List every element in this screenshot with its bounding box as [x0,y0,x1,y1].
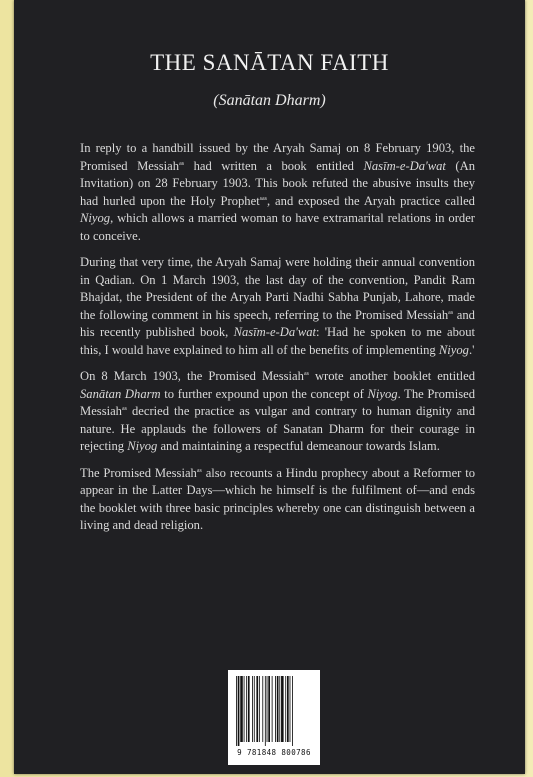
blurb-paragraph [80,465,475,535]
text-run: also recounts a Hindu prophecy about a Reformer to appear in the Latter Days—which he himself is the fulfilment of—and ends the booklet with three basic principles whereby one can distinguish between a living and dead religion. [80,465,475,532]
text-run: and his recently published book, [80,307,475,339]
isbn-barcode [228,670,320,765]
honorific-superscript: sas [259,195,268,202]
barcode-bar [240,676,243,742]
italic-term: Nasīm-e-Da'wat [233,325,317,339]
blurb-paragraph [80,140,475,245]
honorific-superscript: as [448,309,454,316]
barcode-bar [265,676,266,746]
barcode-bar [256,676,258,742]
barcode-bar [246,676,247,742]
barcode-bar [259,676,260,742]
text-run: During that very time, the Aryah Samaj were holding their annual convention in Qadian. On 1 March 1903, the last day of the convention, Pandit Ram Bhajdat, the President of the Aryah Parti Nadhi Sabha Punjab, Lahore, made the following comment in his speech, referring to the Promised Messiah [80,255,475,322]
barcode-bar [281,676,284,742]
barcode-bars [234,676,314,746]
honorific-superscript: as [196,467,202,474]
barcode-bar [287,676,289,742]
text-run: had written a book entitled [184,158,364,173]
barcode-bar [285,676,286,742]
honorific-superscript: as [179,160,185,167]
blurb-text [80,140,475,544]
italic-term: Niyog [80,211,111,225]
italic-term: Nasīm-e-Da'wat [363,158,446,173]
text-run: The Promised Messiah [80,465,197,480]
text-run: wrote another booklet entitled [308,369,475,383]
text-run: and maintaining a respectful demeanour towards Islam. [157,439,440,453]
book-subtitle [14,92,525,110]
barcode-bar [277,676,279,742]
text-run: .' [468,342,475,357]
text-run: , which allows a married woman to have extramarital relations in order to conceive. [80,211,475,243]
barcode-bar [292,676,293,746]
italic-term: Niyog [127,439,158,453]
text-run: to further expound upon the concept of [160,386,368,401]
barcode-bar [279,676,280,742]
barcode-bar [262,676,263,742]
barcode-bar [254,676,255,742]
text-run: , and exposed the Aryah practice called [267,193,475,208]
barcode-bar [248,676,250,742]
italic-term: Niyog [367,386,398,401]
book-title: THE SANĀTAN FAITH [150,50,389,75]
text-run: . The Promised Messiah [80,386,475,418]
barcode-bar [252,676,253,742]
barcode-bar [268,676,270,742]
blurb-paragraph [80,254,475,359]
barcode-bar [267,676,268,742]
italic-term: Niyog [438,342,469,357]
barcode-bar [236,676,237,746]
italic-term: Sanātan Dharm [80,386,161,401]
honorific-superscript: as [121,406,127,412]
barcode-bar [238,676,240,746]
book-back-cover [14,0,525,774]
blurb-paragraph [80,368,475,456]
text-run: On 8 March 1903, the Promised Messiah [80,369,304,383]
honorific-superscript: as [303,371,309,377]
text-run: : 'Had he spoken to me about this, I would have explained to him all of the benefits of implementing [80,325,475,357]
text-run: decried the practice as vulgar and contrary to human dignity and nature. He applauds the followers of Sanatan Dharm for their courage in rejecting [80,404,475,453]
text-run: In reply to a handbill issued by the Aryah Samaj on 8 February 1903, the Promised Messiah [80,141,475,173]
book-subtitle-text: (Sanātan Dharm) [213,92,326,109]
barcode-bar [272,676,273,742]
barcode-bar [290,676,291,742]
barcode-bar [244,676,245,742]
barcode-number: 9 781848 800786 [237,748,311,757]
barcode-bar [275,676,276,742]
text-run: (An Invitation) on 28 February 1903. This book refuted the abusive insults they had hurled upon the Holy Prophet [80,158,476,208]
